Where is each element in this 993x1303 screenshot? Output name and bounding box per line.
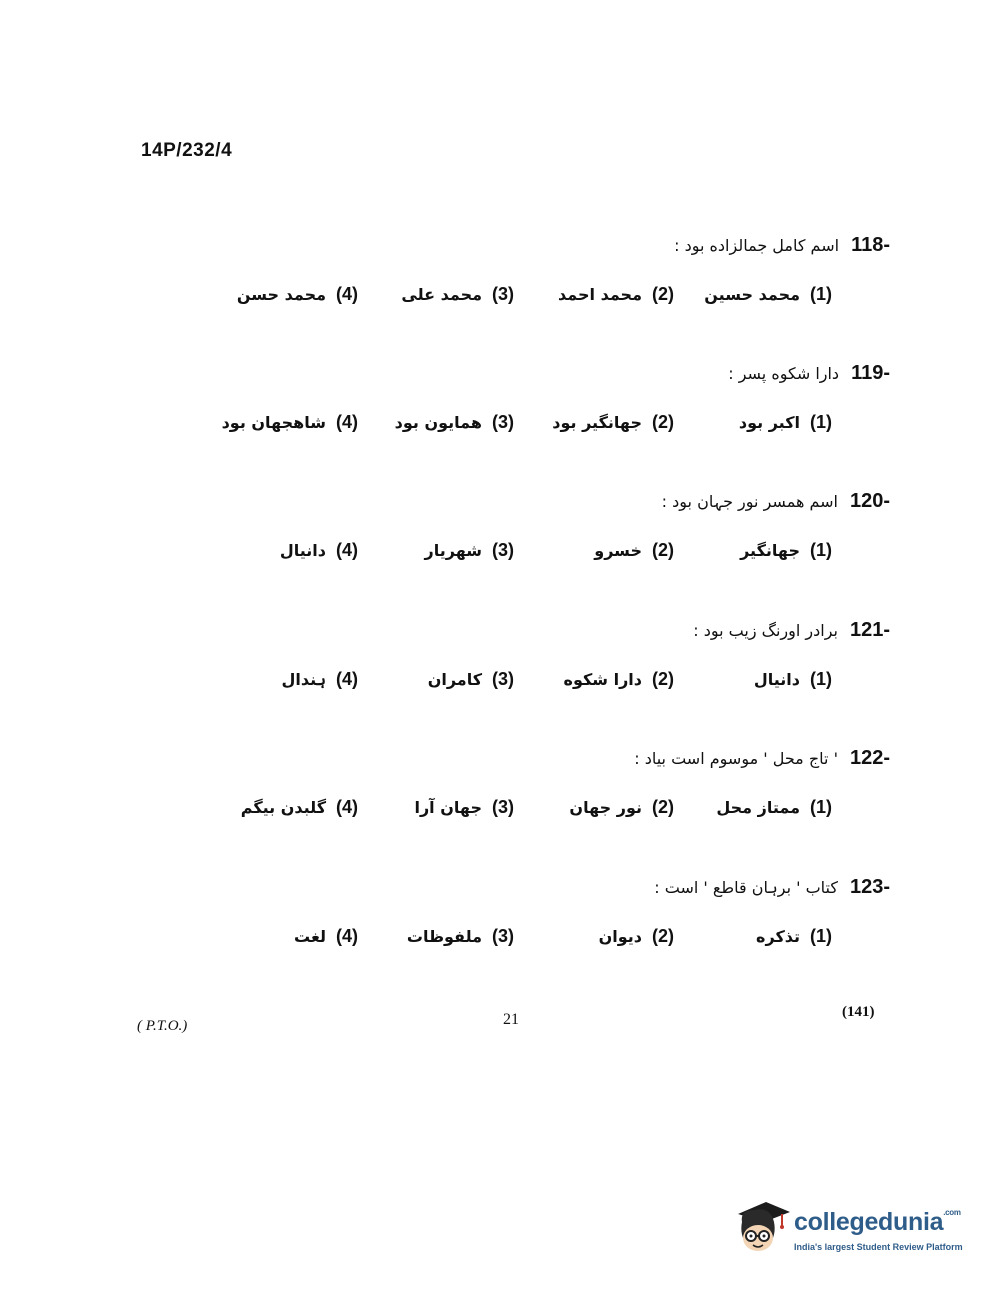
option-2: (2)نور جهان xyxy=(569,797,674,817)
option-2: (2)جهانگیر بود xyxy=(552,412,674,432)
question-number: 121- xyxy=(849,619,890,641)
collegedunia-watermark xyxy=(732,1196,962,1260)
option-3: (3)شهریار xyxy=(424,540,514,560)
option-4: (4)لغت xyxy=(294,926,358,946)
option-3: (3)همایون بود xyxy=(394,412,514,432)
logo-wordmark: collegedunia$^{.com}$ xyxy=(794,1208,961,1236)
question-number: 123- xyxy=(849,876,890,898)
question-text: ' تاج محل ' موسوم است بیاد : xyxy=(634,749,838,768)
question-123 xyxy=(220,870,890,956)
mascot-icon xyxy=(732,1196,792,1260)
logo-tagline: India's largest Student Review Platform xyxy=(794,1242,963,1252)
question-121 xyxy=(220,613,890,699)
pto-label: ( P.T.O.) xyxy=(137,1018,188,1034)
question-text: اسم کامل جمالزاده بود : xyxy=(674,236,840,255)
option-4: (4)محمد حسن xyxy=(236,284,358,304)
option-1: (1)دانیال xyxy=(753,669,832,689)
question-text: کتاب ' برہان قاطع ' است : xyxy=(654,878,838,897)
question-number: 118- xyxy=(851,234,890,256)
option-1: (1)ممتاز محل xyxy=(716,797,832,817)
option-4: (4)شاهجهان بود xyxy=(221,412,358,432)
option-2: (2)محمد احمد xyxy=(558,284,674,304)
question-text: دارا شکوه پسر : xyxy=(728,364,840,383)
booklet-code: (141) xyxy=(842,1004,875,1020)
option-3: (3)کامران xyxy=(427,669,514,689)
question-text: برادر اورنگ زیب بود : xyxy=(693,621,838,640)
question-118 xyxy=(220,228,890,314)
option-3: (3)جهان آرا xyxy=(414,797,514,817)
page-number: 21 xyxy=(503,1011,519,1028)
question-number: 120- xyxy=(849,490,890,512)
option-3: (3)ملفوظات xyxy=(406,926,514,946)
question-120 xyxy=(220,484,890,570)
option-2: (2)دیوان xyxy=(598,926,674,946)
option-1: (1)جهانگیر xyxy=(740,540,832,560)
question-text: اسم همسر نور جہان بود : xyxy=(661,492,838,511)
option-3: (3)محمد علی xyxy=(401,284,514,304)
question-122 xyxy=(220,741,890,827)
option-1: (1)محمد حسین xyxy=(704,284,832,304)
paper-code: 14P/232/4 xyxy=(141,140,233,161)
question-119 xyxy=(220,356,890,442)
option-4: (4)گلبدن بیگم xyxy=(240,797,358,817)
option-1: (1)اکبر بود xyxy=(738,412,832,432)
question-number: 119- xyxy=(851,362,890,384)
option-2: (2)دارا شکوه xyxy=(563,669,674,689)
option-4: (4)ہندال xyxy=(281,669,358,689)
option-2: (2)خسرو xyxy=(594,540,674,560)
question-number: 122- xyxy=(849,747,890,769)
option-4: (4)دانیال xyxy=(279,540,358,560)
option-1: (1)تذکره xyxy=(756,926,832,946)
